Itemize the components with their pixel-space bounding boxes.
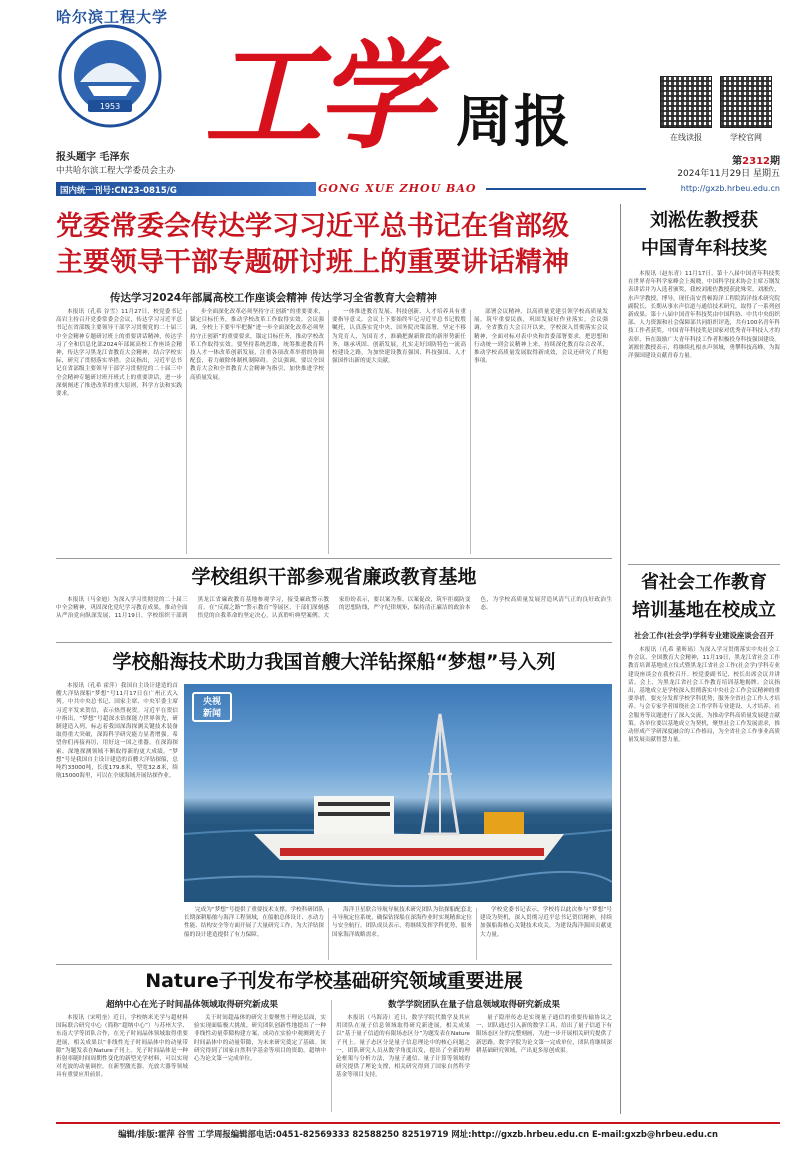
lead-headline-line1: 党委常委会传达学习习近平总书记在省部级	[56, 211, 569, 242]
article4-body-l1: 本报讯（宋明奎）近日，学校纳米光学与超材料国际联合研究中心（简称“超纳中心”）与苏州大学、东南大学等团队合作，在光子时间晶体领域取得重要进展，相关成果以“非线性光子时间晶体中的动量带隙”为题发表在Nature子刊上。光子时间晶体是一种折射率随时间周期性变化的新型光学材料，可以实现对光波的动量调控，在新型激光器、光放大器等领域具有重要应用前景。	[56, 1015, 188, 1079]
lead-headline-line2: 主要领导干部专题研讨班上的重要讲话精神	[56, 247, 569, 278]
qr-school-website[interactable]	[720, 76, 772, 128]
cctv-news-badge: 央视 新闻	[192, 692, 232, 722]
issue-number: 第2312期	[732, 156, 780, 167]
article4-body-r1: 本报讯（马海涛）近日，数学学院代数学及其应用团队在量子信息领域取得研究新进展，相关成果以“基于量子信道的有限场态区分”为题发表在Nature子刊上。量子态区分是量子信息理论中的核心问题之一，团队研究人员从数学角度出发，提出了全新的理论框架与分析方法，为量子通信、量子计算等领域的研究提供了理论支撑，相关研究得到了国家自然科学基金等项目支持。	[336, 1015, 470, 1079]
right1-headline-line2: 中国青年科技奖	[641, 238, 767, 259]
masthead-inscription: 报头题字 毛泽东	[56, 152, 130, 163]
masthead-sponsor: 中共哈尔滨工程大学委员会主办	[56, 166, 176, 176]
lead-col-3: 一体推进教育发展、科技创新、人才培养具有重要指导意义。会议上下要始终牢记习近平总书记殷殷嘱托，认真落实党中央、国务院决策部署，坚定不移为党育人、为国育才，准确把握新阶段的新形势新任务，继承巩固、创新发展，扎实走好国防特色一流高校建设之路，为加快建设教育强国、科技强国、人才强国作出新的更大贡献。	[332, 309, 466, 365]
dream-ship-photo	[184, 684, 612, 902]
article2-body: 本报讯（马金迪）为深入学习贯彻党的二十届三中全会精神，巩固深化党纪学习教育成果，推动全面从严治党向纵深发展，11月19日，学校组织干部到黑龙江省廉政教育基地参观学习，接受廉政警示教育。在“反腐之路”“警示教育”等展区，干部们深刻感悟党的自我革命的坚定决心，认真聆听典型案例。大家纷纷表示，要以案为鉴、以案促改，筑牢拒腐防变的思想防线，严守纪律规矩，保持清正廉洁的政治本色，为学校高质量发展营造风清气正的良好政治生态。	[56, 597, 612, 620]
school-logo	[58, 24, 162, 128]
masthead-url[interactable]: http://gxzb.hrbeu.edu.cn	[680, 184, 780, 193]
article4-sub-left: 超纳中心在光子时间晶体领域取得研究新成果	[106, 1000, 278, 1010]
masthead-banner	[56, 182, 780, 196]
lead-subtitle: 传达学习2024年部属高校工作座谈会精神 传达学习全省教育大会精神	[110, 292, 437, 304]
right2-headline-line1: 省社会工作教育	[641, 572, 767, 593]
masthead-pinyin: GONG XUE ZHOU BAO	[318, 182, 477, 195]
drilling-ship-icon	[184, 684, 612, 902]
svg-text:1953: 1953	[99, 102, 121, 111]
school-name: 哈尔滨工程大学	[56, 8, 169, 26]
right2-headline-line2: 培训基地在校成立	[632, 600, 776, 621]
right2-body: 本报讯（孔希 董昕瑶）为深入学习贯彻落实中央社会工作会议、全国教育大会精神，11月19日，黑龙江省社会工作教育培训基地成立仪式暨黑龙江省社会工作(社会学)学科专业建设座谈会在我校召开。校党委副书记、校长出席会议并讲话。会上，为黑龙江省社会工作教育培训基地揭牌。会议指出，基地成立是学校深入贯彻落实中央社会工作会议精神的重要举措，要充分发挥学校学科优势，服务全省社会工作人才培养。与会专家学者围绕社会工作学科专业建设、人才培养、社会服务等议题进行了深入交流，为推动学科高质量发展建言献策。各单位要以基地成立为契机，聚焦社会工作发展需求，推动形成产学研深度融合的工作格局，为全省社会工作事业高质量发展贡献智慧力量。	[628, 647, 780, 744]
issue-date: 2024年11月29日 星期五	[677, 169, 780, 179]
qr-website-label: 学校官网	[730, 133, 762, 142]
article4-body-l2: 关于时间超晶体的研究主要聚焦于理论层面，实验实现面临极大挑战。研究团队创新性地提出了一种非线性动量带隙构建方案，成功在实验中观测到光子时间晶体中的动量带隙，为未来研究奠定了基础。该研究得到了国家自然科学基金等项目的资助。超纳中心为论文第一完成单位。	[194, 1015, 326, 1063]
article3-body-left: 本报讯（孔希 霍萍）我国自主设计建造的首艘大洋钻探船“梦想”号11月17日在广州正式入列。中共中央总书记、国家主席、中央军委主席习近平发来贺信，表示热烈祝贺。习近平在贺信中指出，“梦想”号超深水钻探能力世界领先，研制建造入列，标志着我国深海探测关键技术装备取得重大突破，深海科学研究能力显著增强。希望你们再接再厉，用好这一国之重器，在深海探索、深地探测领域不断取得新的更大成绩。“梦想”号是我国自主设计建造的首艘大洋钻探船，总吨约33000吨，长度179.8米，型宽32.8米，续航15000海里，可以在全球海域开展钻探作业。	[56, 683, 178, 780]
cn-code: 国内统一刊号:CN23-0815/G	[60, 186, 177, 196]
masthead-title: 工学	[204, 26, 429, 165]
right1-headline-line1: 刘淞佐教授获	[650, 210, 758, 231]
qr-online-label: 在线读报	[670, 133, 702, 142]
masthead-sub-title: 周报	[456, 90, 572, 155]
article3-body-mid2: 海洋卫星联合导航导航技术研究团队为钻探船配套北斗导航定位系统，确保钻探船在深海作业时实现精准定位与安全航行。团队成员表示，将继续发挥学科优势，服务国家海洋战略需求。	[332, 907, 472, 938]
article3-headline: 学校船海技术助力我国首艘大洋钻探船“梦想”号入列	[112, 651, 556, 673]
article4-headline: Nature子刊发布学校基础研究领域重要进展	[145, 970, 523, 992]
qr-online-reading[interactable]	[660, 76, 712, 128]
article4-sub-right: 数学学院团队在量子信息领域取得研究新成果	[388, 1000, 560, 1010]
article2-headline: 学校组织干部参观省廉政教育基地	[191, 566, 477, 588]
article3-body-right: 学校党委书记表示，学校将以此次参与“梦想”号建设为契机，深入贯彻习近平总书记贺信精神，持续加强船海核心关键技术攻关，为建设海洋强国贡献更大力量。	[480, 907, 612, 938]
footer-info: 编辑/排版:霍萍 谷雪 工学周报编辑部电话:0451-82569333 82588250 82519719 网址:http://gxzb.hrbeu.edu.cn E-mail:gxzb@hrbeu.edu.cn	[118, 1129, 718, 1139]
lead-col-2: 步全面深化改革必须坚持守正创新”的重要要求，锚定目标任务，推动学校改革工作取得实效。会议强调，全校上下要牢牢把握“进一步全面深化改革必须坚持守正创新”的重要要求，锚定目标任务，推动学校改革工作取得实效。要坚持系统思维，统筹推进教育科技人才一体改革创新发展，注重各项改革举措的协调配套，着力破除体制机制障碍。会议强调，要以全国教育大会和全省教育大会精神为指引，加快推进学校高质量发展。	[190, 309, 324, 381]
article4-body-r2: 量子隐形传态是实现量子通信的重要传输协议之一，团队通过引入新的数学工具，给出了量子信道下有限场态区分的完整刻画，为进一步开展相关研究提供了新思路。数学学院为论文第一完成单位，团队将继续深耕基础研究领域，产出更多原创成果。	[476, 1015, 612, 1054]
lead-col-4: 部署会议精神，以高质量党建引领学校高质量发展，筑牢重要民族，巩固发展好作业落实。会议强调，全省教育大会召开以来，学校深入贯彻落实会议精神，全面对标对表中央和省委部署要求，把思想和行动统一到会议精神上来，持续深化教育综合改革，推动学校高质量发展取得新成效，会议还研究了其他事项。	[474, 309, 608, 365]
article3-body-mid: 完成为“梦想”号提供了重要技术支撑。学校科研团队长期深耕船舶与海洋工程领域，在船舶总体设计、水动力性能、结构安全等方面开展了大量研究工作，为大洋钻探船的设计建造提供了有力保障。	[184, 907, 324, 938]
school-emblem-icon	[58, 24, 162, 128]
masthead	[0, 0, 800, 206]
right2-subtitle: 社会工作(社会学)学科专业建设座谈会召开	[634, 631, 774, 640]
lead-col-1: 本报讯（孔希 谷雪）11月27日，校党委书记高岩主持召开党委常委会会议，传达学习习近平总书记在省部级主要领导干部学习贯彻党的二十届三中全会精神专题研讨班上的重要讲话精神，传达学习了全和信息化部2024年部属高校工作座谈会精神，传达学习黑龙江省教育大会精神，结合学校实际，研究了贯彻落实举措。会议指出，习近平总书记在省部级主要领导干部学习贯彻党的二十届三中全会精神专题研讨班开班式上的重要讲话，进一步深刻阐述了推进改革的重大原则，科学方法和实践要求。	[56, 309, 182, 398]
right1-body: 本报讯（赵东青）11月17日，第十八届中国青年科技奖在世界青年科学家峰会上揭晓，中国科学技术协会主席万钢发表讲话并为入选者颁奖，我校刘淞佐教授获此殊荣。刘淞佐，水声学教授，博导，现任南安普顿海洋工程院海洋技术研究院副院长，长期从事水声信道与通信技术研究，取得了一系列创新成果。第十八届中国青年科技奖由中国科协、中共中央组织部、人力资源和社会保障部共同组织评选，共有100名青年科技工作者获奖。中国青年科技奖是国家对优秀青年科技人才的表彰，旨在鼓励广大青年科技工作者积极投身科技强国建设。刘淞佐教授表示，将继续扎根水声领域，勇攀科技高峰，为海洋强国建设贡献青春力量。	[628, 271, 780, 360]
